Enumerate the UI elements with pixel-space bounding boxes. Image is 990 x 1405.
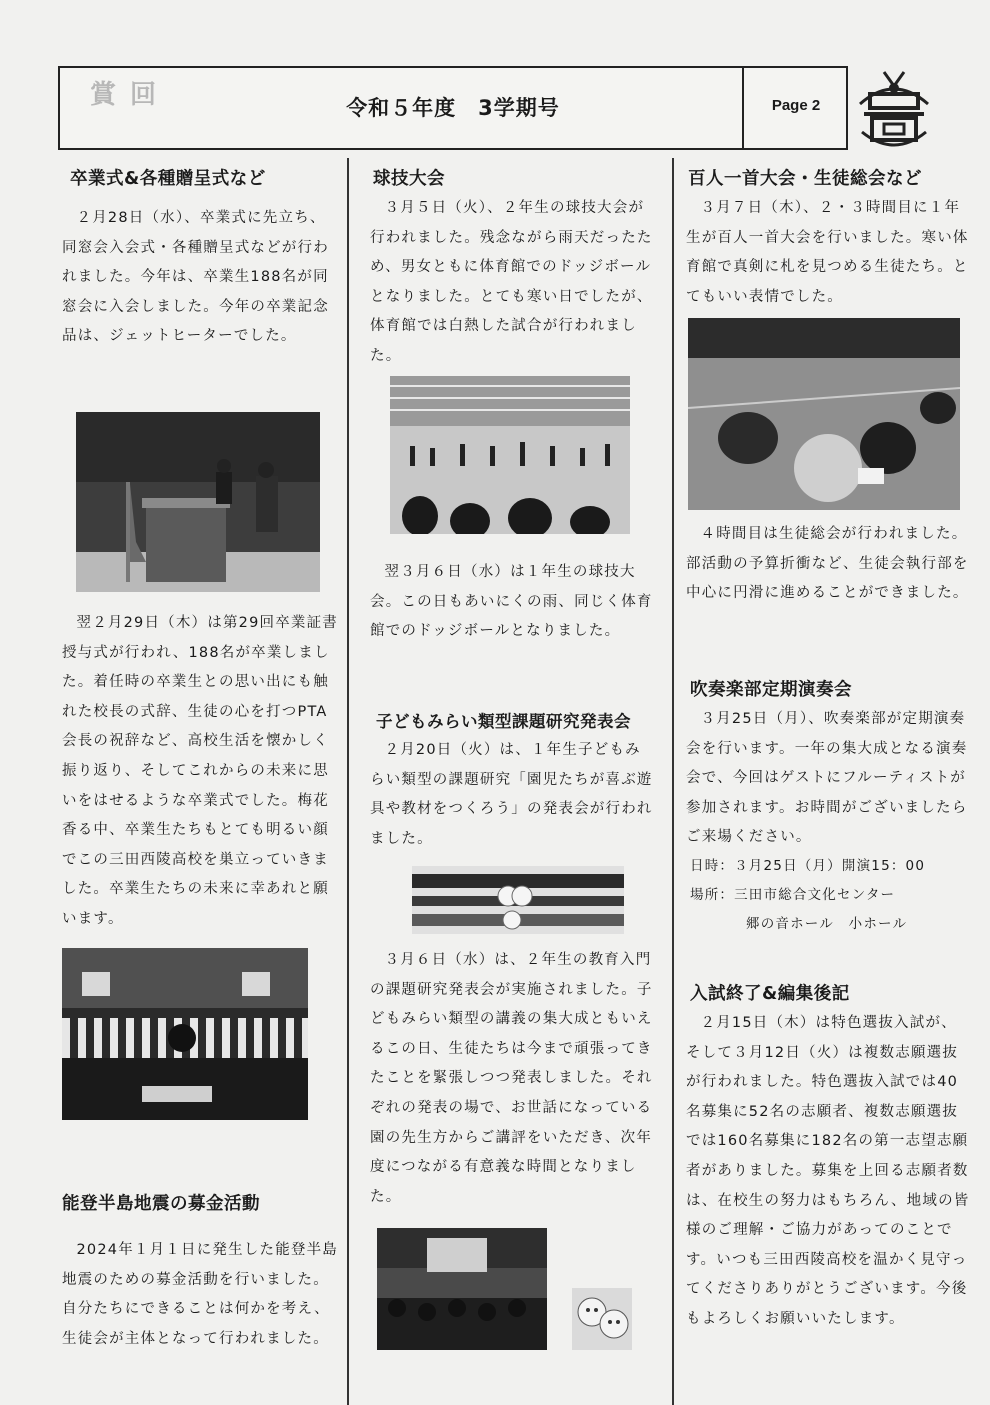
- article-title-noto: 能登半島地震の募金活動: [62, 1194, 260, 1214]
- issue-title: 令和５年度 3学期号: [346, 96, 560, 120]
- article-body-kodomo-2: ３月６日（水）は、２年生の教育入門の課題研究発表会が実施されました。子どもみらい類型の講義の集大成ともいえるこの日、生徒たちは今まで頑張ってきたことを緊張しつつ発表しました。それぞれの発表の場で、お世話になっている園の先生方からご講評をいただき、次年度につながる有意義な時間となりました。: [370, 952, 653, 1205]
- masthead: [58, 66, 848, 150]
- photo-ballgame-gym: [390, 376, 630, 534]
- band-concert-hall: 郷の音ホール 小ホール: [746, 916, 908, 932]
- article-body-kodomo-1: ２月20日（火）は、１年生子どもみらい類型の課題研究「園児たちが喜ぶ遊具や教材をつくろう」の発表会が行われました。: [370, 742, 653, 847]
- article-title-band: 吹奏楽部定期演奏会: [690, 680, 852, 700]
- photo-kodomo-presentation: [377, 1228, 547, 1350]
- article-title-graduation: 卒業式&各種贈呈式など: [70, 169, 266, 189]
- band-concert-datetime: 日時：３月25日（月）開演15：00: [690, 858, 926, 874]
- photo-kodomo-craft: [412, 866, 624, 934]
- article-title-exam: 入試終了&編集後記: [690, 984, 850, 1004]
- photo-kodomo-masks: [572, 1288, 632, 1350]
- article-body-karuta-2: ４時間目は生徒総会が行われました。部活動の予算折衝など、生徒会執行部を中心に円滑に進めることができました。: [686, 526, 969, 602]
- article-body-graduation-1: ２月28日（水）、卒業式に先立ち、同窓会入会式・各種贈呈式などが行われました。今年は、卒業生188名が同窓会に入会しました。今年の卒業記念品は、ジェットヒーターでした。: [62, 210, 329, 345]
- faded-background-text: 賞回: [90, 80, 171, 110]
- photo-graduation-ceremony: [76, 412, 320, 592]
- article-body-ballgame-2: 翌３月６日（水）は１年生の球技大会。この日もあいにくの雨、同じく体育館でのドッジボールとなりました。: [370, 564, 653, 640]
- article-body-graduation-2: 翌２月29日（木）は第29回卒業証書授与式が行われ、188名が卒業しました。着任時の卒業生との思い出にも触れた校長の式辞、生徒の心を打つPTA会長の祝辞など、高校生活を懐かしく振り返り、そしてこれからの未来に思いをはせるような卒業式でした。梅花香る中、卒業生たちもとても明るい顔でこの三田西陵高校を巣立っていきました。卒業生たちの未来に幸あれと願います。: [62, 615, 339, 927]
- school-emblem-icon: [854, 66, 934, 150]
- article-body-exam: ２月15日（木）は特色選抜入試が、そして３月12日（火）は複数志願選抜が行われました。特色選抜入試では40名募集に52名の志願者、複数志願選抜では160名募集に182名の第一志望志願者がありました。募集を上回る志願者数は、在校生の努力はもちろん、地域の皆様のご理解・ご協力があってのことです。いつも三田西陵高校を温かく見守ってくださりありがとうございます。今後もよろしくお願いいたします。: [686, 1015, 970, 1327]
- band-concert-place: 場所：三田市総合文化センター: [690, 887, 896, 903]
- page-number: Page 2: [771, 97, 821, 114]
- photo-karuta-tournament: [688, 318, 960, 510]
- article-title-ballgame: 球技大会: [373, 169, 445, 189]
- photo-graduation-hall: [62, 948, 308, 1120]
- column-rule: [347, 158, 349, 1405]
- article-title-karuta: 百人一首大会・生徒総会など: [688, 169, 922, 189]
- article-body-band: ３月25日（月）、吹奏楽部が定期演奏会を行います。一年の集大成となる演奏会で、今回はゲストにフルーティストが参加されます。お時間がございましたらご来場ください。: [686, 711, 968, 846]
- column-rule: [672, 158, 674, 1405]
- article-body-karuta-1: ３月７日（木）、２・３時間目に１年生が百人一首大会を行いました。寒い体育館で真剣に札を見つめる生徒たち。とてもいい表情でした。: [686, 200, 969, 305]
- article-body-ballgame-1: ３月５日（火）、２年生の球技大会が行われました。残念ながら雨天だったため、男女ともに体育館でのドッジボールとなりました。とても寒い日でしたが、体育館では白熱した試合が行われました。: [370, 200, 653, 364]
- article-body-noto: 2024年１月１日に発生した能登半島地震のための募金活動を行いました。自分たちにできることは何かを考え、生徒会が主体となって行われました。: [62, 1242, 339, 1347]
- article-title-kodomo: 子どもみらい類型課題研究発表会: [376, 712, 631, 731]
